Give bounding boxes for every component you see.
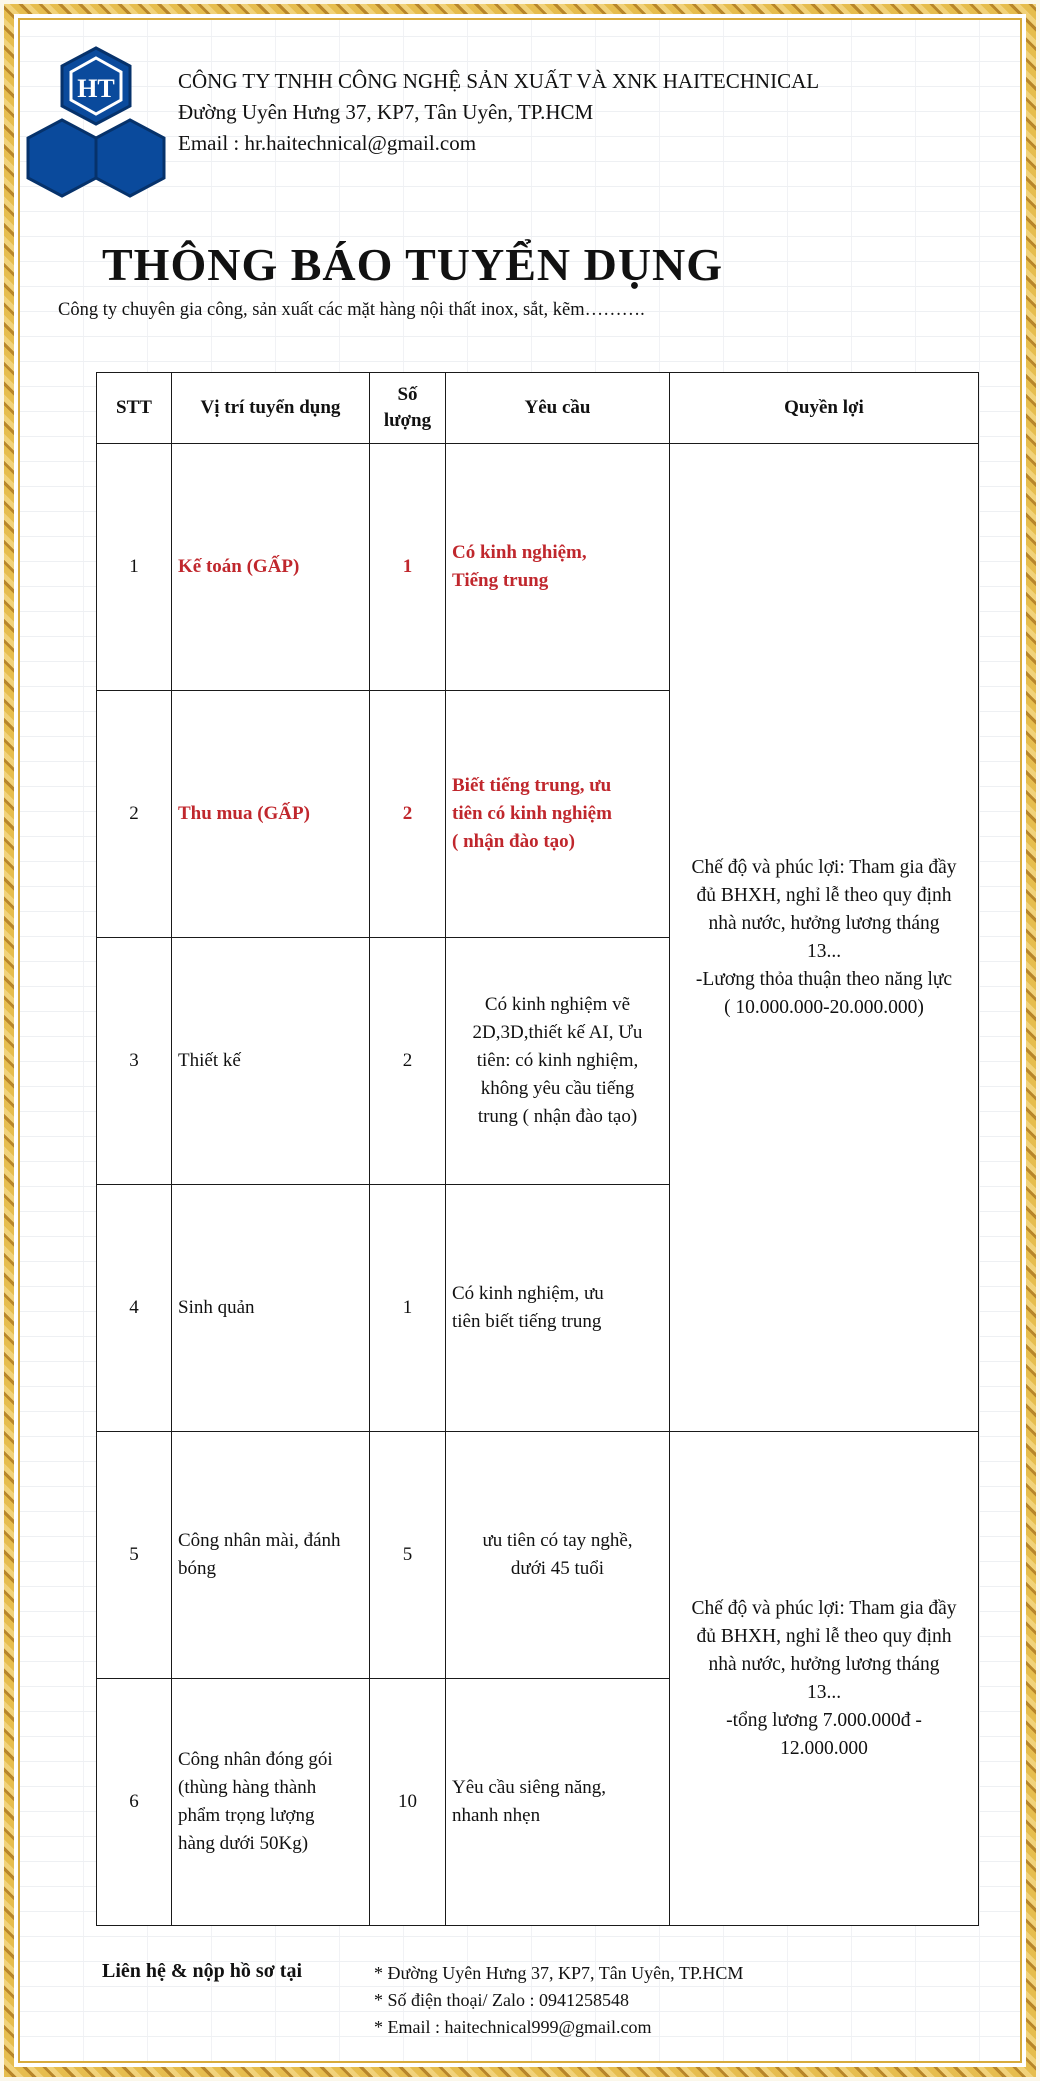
header-qty: Số lượng <box>370 373 446 444</box>
cell-position: Thu mua (GẤP) <box>172 691 370 938</box>
header-position: Vị trí tuyển dụng <box>172 373 370 444</box>
page-title: THÔNG BÁO TUYỂN DỤNG <box>102 239 724 290</box>
cell-qty: 2 <box>370 938 446 1185</box>
company-name: CÔNG TY TNHH CÔNG NGHỆ SẢN XUẤT VÀ XNK HAITECHNICAL <box>178 69 820 93</box>
table-row <box>97 444 979 691</box>
table-row <box>97 1432 979 1679</box>
cell-position: Công nhân mài, đánh bóng <box>172 1432 370 1679</box>
contact-address: * Đường Uyên Hưng 37, KP7, Tân Uyên, TP.HCM <box>374 1963 744 1983</box>
cell-qty: 1 <box>370 1185 446 1432</box>
company-info <box>178 66 819 159</box>
cell-requirement: Có kinh nghiệm, ưu tiên biết tiếng trung <box>446 1185 670 1432</box>
cell-stt: 1 <box>97 444 172 691</box>
table-header-row <box>97 373 979 444</box>
cell-benefit: Chế độ và phúc lợi: Tham gia đầy đủ BHXH, nghỉ lễ theo quy định nhà nước, hưởng lương tháng 13... -tổng lương 7.000.000đ - 12.000.000 <box>670 1432 979 1926</box>
jobs-table <box>96 372 979 1926</box>
cell-benefit: Chế độ và phúc lợi: Tham gia đầy đủ BHXH, nghỉ lễ theo quy định nhà nước, hưởng lương tháng 13... -Lương thỏa thuận theo năng lực ( 10.000.000-20.000.000) <box>670 444 979 1432</box>
cell-stt: 3 <box>97 938 172 1185</box>
svg-text:HT: HT <box>77 74 115 103</box>
header-benefit: Quyền lợi <box>670 373 979 444</box>
header-stt: STT <box>97 373 172 444</box>
cell-requirement: Yêu cầu siêng năng, nhanh nhẹn <box>446 1679 670 1926</box>
cell-requirement: Có kinh nghiệm vẽ 2D,3D,thiết kế AI, Ưu tiên: có kinh nghiệm, không yêu cầu tiếng trung ( nhận đào tạo) <box>446 938 670 1185</box>
cell-position: Công nhân đóng gói (thùng hàng thành phẩm trọng lượng hàng dưới 50Kg) <box>172 1679 370 1926</box>
cell-position: Sinh quản <box>172 1185 370 1432</box>
cell-qty: 1 <box>370 444 446 691</box>
cell-stt: 5 <box>97 1432 172 1679</box>
contact-phone: * Số điện thoại/ Zalo : 0941258548 <box>374 1990 629 2010</box>
page-subtitle: Công ty chuyên gia công, sản xuất các mặt hàng nội thất inox, sắt, kẽm………. <box>58 300 645 320</box>
cell-position: Thiết kế <box>172 938 370 1185</box>
header-requirement: Yêu cầu <box>446 373 670 444</box>
company-address: Đường Uyên Hưng 37, KP7, Tân Uyên, TP.HCM <box>178 100 594 124</box>
cell-stt: 6 <box>97 1679 172 1926</box>
cell-requirement: Biết tiếng trung, ưu tiên có kinh nghiệm ( nhận đào tạo) <box>446 691 670 938</box>
cell-qty: 5 <box>370 1432 446 1679</box>
contact-details <box>374 1960 743 2041</box>
cell-position: Kế toán (GẤP) <box>172 444 370 691</box>
cell-stt: 2 <box>97 691 172 938</box>
contact-label: Liên hệ & nộp hồ sơ tại <box>102 1960 302 1982</box>
cell-qty: 2 <box>370 691 446 938</box>
contact-email: * Email : haitechnical999@gmail.com <box>374 2017 652 2037</box>
cell-requirement: ưu tiên có tay nghề, dưới 45 tuổi <box>446 1432 670 1679</box>
cell-stt: 4 <box>97 1185 172 1432</box>
cell-requirement: Có kinh nghiệm, Tiếng trung <box>446 444 670 691</box>
cell-qty: 10 <box>370 1679 446 1926</box>
company-logo <box>26 44 166 202</box>
company-email: Email : hr.haitechnical@gmail.com <box>178 131 477 155</box>
